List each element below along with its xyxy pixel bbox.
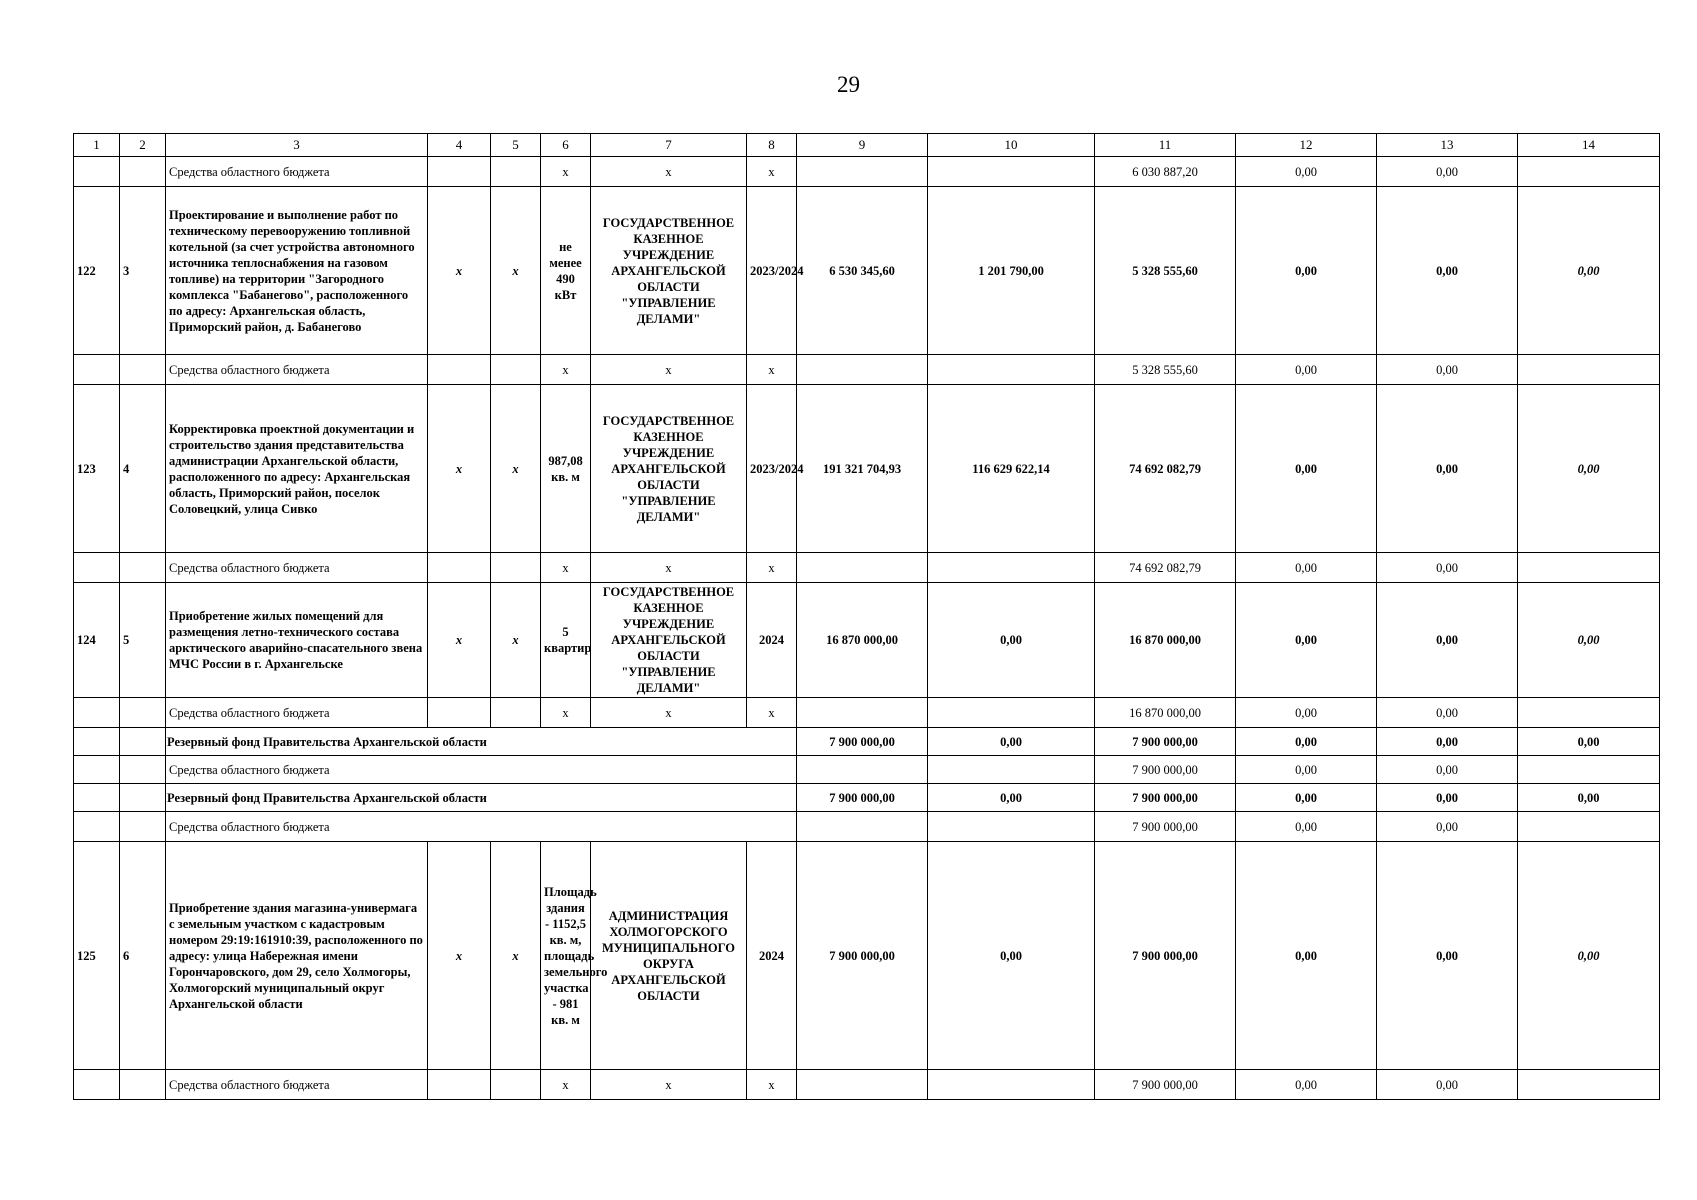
investment-program-table xyxy=(73,133,1660,1100)
amount-c11: 7 900 000,00 xyxy=(1095,842,1236,1070)
x-mark: х xyxy=(541,1070,591,1100)
column-header: 13 xyxy=(1377,134,1518,157)
customer-org: АДМИНИСТРАЦИЯ ХОЛМОГОРСКОГО МУНИЦИПАЛЬНОГО ОКРУГА АРХАНГЕЛЬСКОЙ ОБЛАСТИ xyxy=(591,842,747,1070)
column-header: 9 xyxy=(797,134,928,157)
amount-c13: 0,00 xyxy=(1377,583,1518,698)
amount-c10: 116 629 622,14 xyxy=(928,385,1095,553)
project-name: Проектирование и выполнение работ по техническому перевооружению топливной котельной (за счет устройства автономного источника теплоснабжения на газовом топливе) на территории "Загородного комплекса "Бабанегово", расположенного по адресу: Архангельская область, Приморский район, д. Бабанегово xyxy=(166,187,428,355)
x-mark: х xyxy=(591,1070,747,1100)
amount-c10: 0,00 xyxy=(928,583,1095,698)
amount-c14: 0,00 xyxy=(1518,842,1660,1070)
amount-c12: 0,00 xyxy=(1236,583,1377,698)
amount-c12: 0,00 xyxy=(1236,553,1377,583)
column-header: 7 xyxy=(591,134,747,157)
amount-c11: 7 900 000,00 xyxy=(1095,1070,1236,1100)
amount-c12: 0,00 xyxy=(1236,812,1377,842)
amount-c13: 0,00 xyxy=(1377,728,1518,756)
amount-c12: 0,00 xyxy=(1236,157,1377,187)
amount-c10: 0,00 xyxy=(928,842,1095,1070)
amount-c13: 0,00 xyxy=(1377,698,1518,728)
amount-c9: 7 900 000,00 xyxy=(797,728,928,756)
amount-c13: 0,00 xyxy=(1377,1070,1518,1100)
sub-number: 4 xyxy=(120,385,166,553)
customer-org: ГОСУДАРСТВЕННОЕ КАЗЕННОЕ УЧРЕЖДЕНИЕ АРХАНГЕЛЬСКОЙ ОБЛАСТИ "УПРАВЛЕНИЕ ДЕЛАМИ" xyxy=(591,583,747,698)
x-mark: х xyxy=(591,157,747,187)
amount-c11: 74 692 082,79 xyxy=(1095,553,1236,583)
x-mark: х xyxy=(541,355,591,385)
amount-c13: 0,00 xyxy=(1377,385,1518,553)
amount-c11: 7 900 000,00 xyxy=(1095,784,1236,812)
row-number: 122 xyxy=(74,187,120,355)
column-header: 2 xyxy=(120,134,166,157)
budget-source-row xyxy=(74,698,1660,728)
capacity: не менее 490 кВт xyxy=(541,187,591,355)
amount-c12: 0,00 xyxy=(1236,698,1377,728)
budget-source-label: Средства областного бюджета xyxy=(166,157,428,187)
row-number: 125 xyxy=(74,842,120,1070)
capacity: 987,08 кв. м xyxy=(541,385,591,553)
x-mark: х xyxy=(591,553,747,583)
amount-c12: 0,00 xyxy=(1236,842,1377,1070)
reserve-fund-label: Резервный фонд Правительства Архангельской области xyxy=(166,784,797,812)
amount-c10: 0,00 xyxy=(928,784,1095,812)
amount-c11: 7 900 000,00 xyxy=(1095,812,1236,842)
amount-c11: 74 692 082,79 xyxy=(1095,385,1236,553)
amount-c11: 7 900 000,00 xyxy=(1095,728,1236,756)
column-header: 10 xyxy=(928,134,1095,157)
budget-source-label: Средства областного бюджета xyxy=(166,698,428,728)
amount-c14: 0,00 xyxy=(1518,728,1660,756)
amount-c10: 0,00 xyxy=(928,728,1095,756)
amount-c9: 7 900 000,00 xyxy=(797,784,928,812)
page-number: 29 xyxy=(837,72,860,97)
amount-c9: 191 321 704,93 xyxy=(797,385,928,553)
amount-c9: 7 900 000,00 xyxy=(797,842,928,1070)
x-mark: х xyxy=(541,698,591,728)
amount-c11: 16 870 000,00 xyxy=(1095,698,1236,728)
amount-c13: 0,00 xyxy=(1377,187,1518,355)
budget-source-label: Средства областного бюджета xyxy=(166,553,428,583)
amount-c12: 0,00 xyxy=(1236,1070,1377,1100)
x-mark: х xyxy=(747,698,797,728)
capacity: 5 квартир xyxy=(541,583,591,698)
amount-c11: 5 328 555,60 xyxy=(1095,355,1236,385)
x-mark: x xyxy=(491,385,541,553)
x-mark: x xyxy=(428,842,491,1070)
budget-source-row xyxy=(74,355,1660,385)
column-header: 12 xyxy=(1236,134,1377,157)
amount-c12: 0,00 xyxy=(1236,728,1377,756)
x-mark: x xyxy=(428,583,491,698)
budget-source-label: Средства областного бюджета xyxy=(166,1070,428,1100)
amount-c14: 0,00 xyxy=(1518,385,1660,553)
customer-org: ГОСУДАРСТВЕННОЕ КАЗЕННОЕ УЧРЕЖДЕНИЕ АРХАНГЕЛЬСКОЙ ОБЛАСТИ "УПРАВЛЕНИЕ ДЕЛАМИ" xyxy=(591,385,747,553)
column-header: 3 xyxy=(166,134,428,157)
column-header: 4 xyxy=(428,134,491,157)
amount-c11: 6 030 887,20 xyxy=(1095,157,1236,187)
amount-c13: 0,00 xyxy=(1377,784,1518,812)
amount-c12: 0,00 xyxy=(1236,756,1377,784)
amount-c13: 0,00 xyxy=(1377,553,1518,583)
amount-c12: 0,00 xyxy=(1236,355,1377,385)
project-row-124 xyxy=(74,583,1660,698)
budget-source-label: Средства областного бюджета xyxy=(166,355,428,385)
sub-number: 6 xyxy=(120,842,166,1070)
year: 2024 xyxy=(747,842,797,1070)
project-row-125 xyxy=(74,842,1660,1070)
amount-c14: 0,00 xyxy=(1518,583,1660,698)
project-row-123 xyxy=(74,385,1660,553)
budget-source-row xyxy=(74,553,1660,583)
x-mark: х xyxy=(541,553,591,583)
reserve-fund-row xyxy=(74,784,1660,812)
amount-c9: 6 530 345,60 xyxy=(797,187,928,355)
column-header: 6 xyxy=(541,134,591,157)
x-mark: x xyxy=(428,385,491,553)
budget-source-label: Средства областного бюджета xyxy=(166,756,797,784)
column-header: 1 xyxy=(74,134,120,157)
project-name: Приобретение жилых помещений для размещения летно-технического состава арктического аварийно-спасательного звена МЧС России в г. Архангельске xyxy=(166,583,428,698)
project-name: Корректировка проектной документации и строительство здания представительства администрации Архангельской области, расположенного по адресу: Архангельская область, Приморский район, поселок Соловецкий, улица Сивко xyxy=(166,385,428,553)
reserve-fund-label: Резервный фонд Правительства Архангельской области xyxy=(166,728,797,756)
capacity: Площадь здания - 1152,5 кв. м, площадь земельного участка - 981 кв. м xyxy=(541,842,591,1070)
amount-c14: 0,00 xyxy=(1518,784,1660,812)
budget-source-row xyxy=(74,812,1660,842)
amount-c13: 0,00 xyxy=(1377,157,1518,187)
row-number: 124 xyxy=(74,583,120,698)
x-mark: x xyxy=(491,842,541,1070)
x-mark: х xyxy=(747,355,797,385)
amount-c14: 0,00 xyxy=(1518,187,1660,355)
x-mark: х xyxy=(747,553,797,583)
reserve-fund-row xyxy=(74,728,1660,756)
x-mark: х xyxy=(591,355,747,385)
year: 2024 xyxy=(747,583,797,698)
row-number: 123 xyxy=(74,385,120,553)
amount-c13: 0,00 xyxy=(1377,756,1518,784)
column-header: 11 xyxy=(1095,134,1236,157)
budget-source-row xyxy=(74,1070,1660,1100)
sub-number: 3 xyxy=(120,187,166,355)
x-mark: х xyxy=(541,157,591,187)
x-mark: х xyxy=(747,1070,797,1100)
budget-source-label: Средства областного бюджета xyxy=(166,812,797,842)
budget-source-row xyxy=(74,157,1660,187)
sub-number: 5 xyxy=(120,583,166,698)
table-header-row xyxy=(74,134,1660,157)
amount-c11: 5 328 555,60 xyxy=(1095,187,1236,355)
amount-c13: 0,00 xyxy=(1377,842,1518,1070)
amount-c12: 0,00 xyxy=(1236,784,1377,812)
column-header: 5 xyxy=(491,134,541,157)
budget-source-row xyxy=(74,756,1660,784)
column-header: 8 xyxy=(747,134,797,157)
amount-c12: 0,00 xyxy=(1236,385,1377,553)
amount-c13: 0,00 xyxy=(1377,812,1518,842)
project-name: Приобретение здания магазина-универмага с земельным участком с кадастровым номером 29:19:161910:39, расположенного по адресу: улица Набережная имени Горончаровского, дом 29, село Холмогоры, Холмогорский муниципальный округ Архангельской области xyxy=(166,842,428,1070)
amount-c11: 16 870 000,00 xyxy=(1095,583,1236,698)
x-mark: x xyxy=(491,187,541,355)
year: 2023/2024 xyxy=(747,385,797,553)
project-row-122 xyxy=(74,187,1660,355)
x-mark: х xyxy=(591,698,747,728)
customer-org: ГОСУДАРСТВЕННОЕ КАЗЕННОЕ УЧРЕЖДЕНИЕ АРХАНГЕЛЬСКОЙ ОБЛАСТИ "УПРАВЛЕНИЕ ДЕЛАМИ" xyxy=(591,187,747,355)
amount-c11: 7 900 000,00 xyxy=(1095,756,1236,784)
x-mark: x xyxy=(428,187,491,355)
amount-c12: 0,00 xyxy=(1236,187,1377,355)
column-header: 14 xyxy=(1518,134,1660,157)
year: 2023/2024 xyxy=(747,187,797,355)
amount-c10: 1 201 790,00 xyxy=(928,187,1095,355)
amount-c9: 16 870 000,00 xyxy=(797,583,928,698)
x-mark: х xyxy=(747,157,797,187)
x-mark: x xyxy=(491,583,541,698)
amount-c13: 0,00 xyxy=(1377,355,1518,385)
